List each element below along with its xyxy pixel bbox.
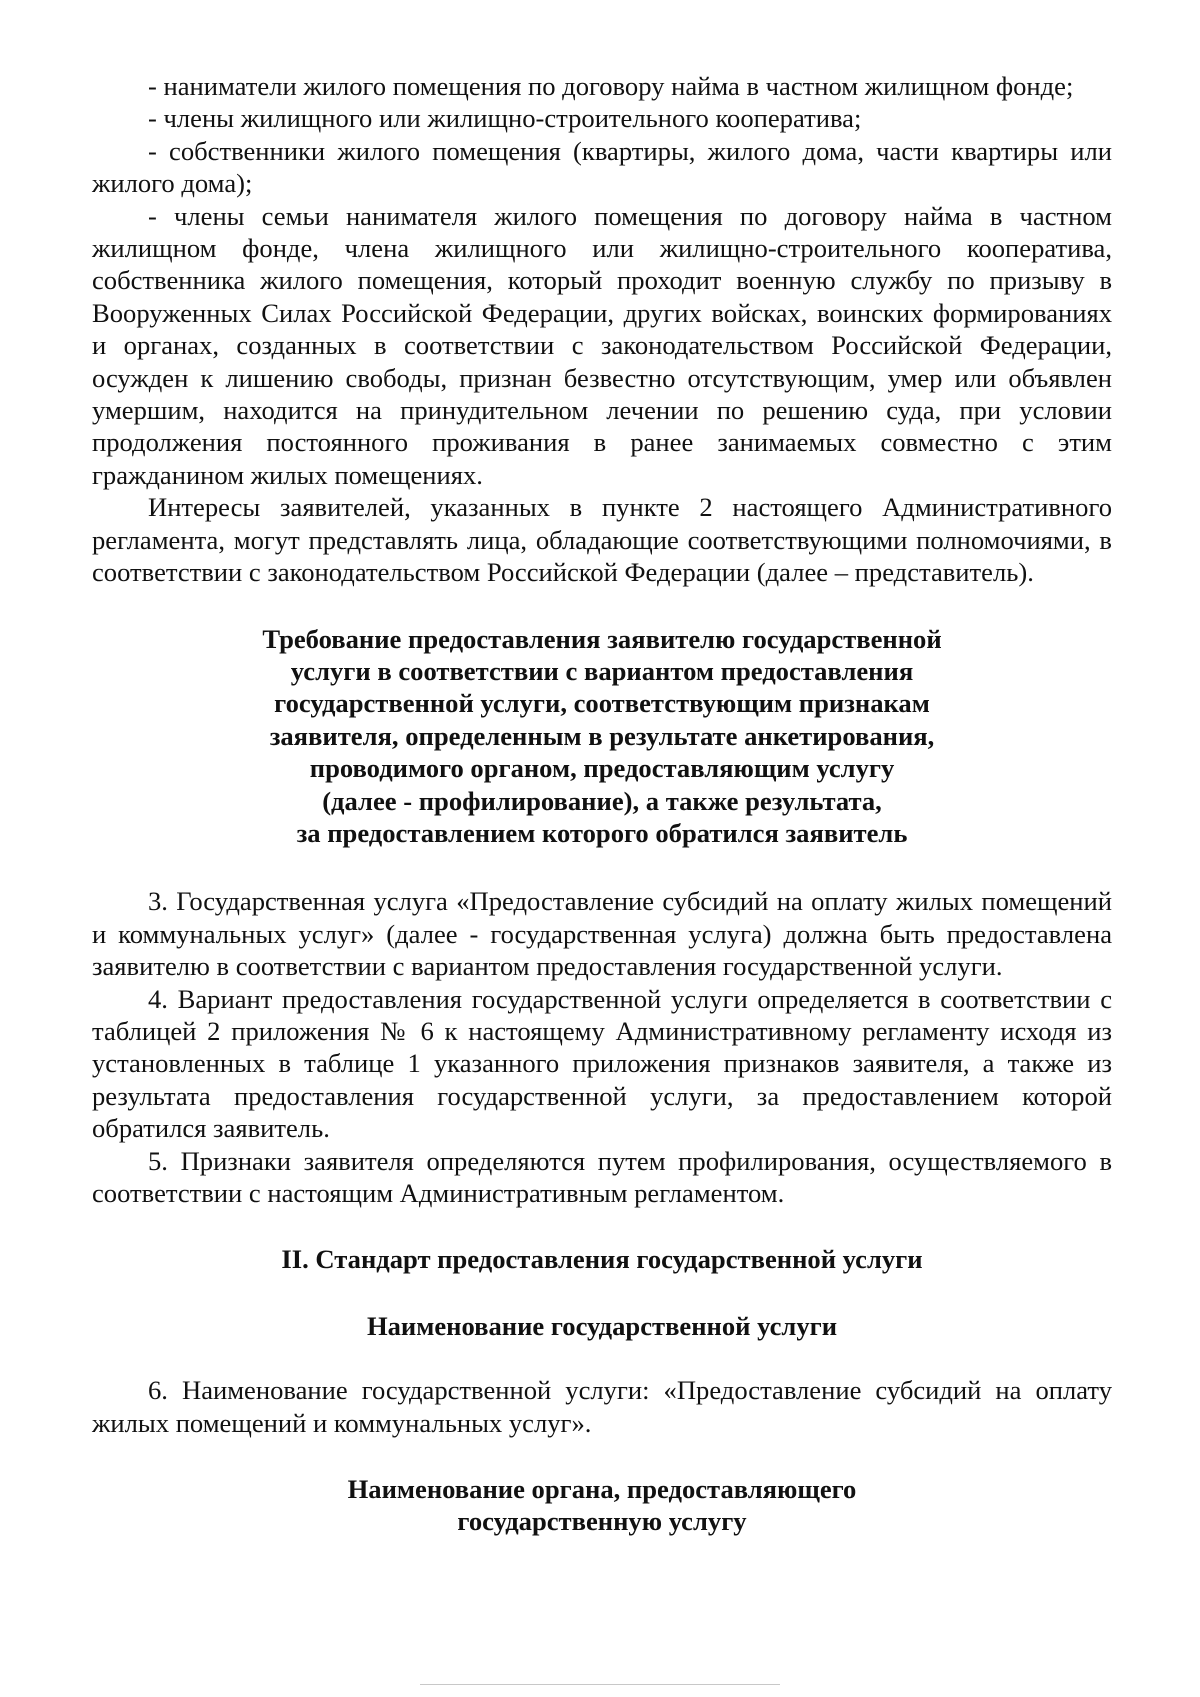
heading-requirement-line: (далее - профилирование), а также результата, [322, 785, 882, 816]
heading-requirement-line: услуги в соответствии с вариантом предоставления [290, 655, 914, 686]
paragraph-tenants: - наниматели жилого помещения по договору найма в частном жилищном фонде; [148, 71, 1074, 101]
heading-requirement-line: Требование предоставления заявителю государственной [262, 623, 942, 654]
heading-organ [92, 1473, 1112, 1538]
paragraph-item-5: 5. Признаки заявителя определяются путем профилирования, осуществляемого в соответствии с настоящим Административным регламентом. [92, 1145, 1112, 1208]
paragraph-owners: - собственники жилого помещения (квартиры, жилого дома, части квартиры или жилого дома); [92, 135, 1112, 199]
paragraph-item-4: 4. Вариант предоставления государственной услуги определяется в соответствии с таблицей 2 приложения № 6 к настоящему Административному регламенту исходя из установленных в таблице 1 указанного приложения признаков заявителя, а также из результата предоставления государственной услуги, за предоставлением которой обратился заявитель. [92, 983, 1112, 1144]
document-body [92, 70, 1112, 1538]
heading-requirement-line: за предоставлением которого обратился заявитель [296, 817, 908, 848]
heading-requirement-line: проводимого органом, предоставляющим услугу [309, 753, 895, 784]
paragraph-representatives: Интересы заявителей, указанных в пункте 2 настоящего Административного регламента, могут представлять лица, обладающие соответствующими полномочиями, в соответствии с законодательством Российской Федерации (далее – представитель). [92, 492, 1112, 588]
heading-service-name: Наименование государственной услуги [366, 1310, 838, 1341]
scan-edge-line [420, 1684, 780, 1685]
heading-organ-line: Наименование органа, предоставляющего [347, 1474, 857, 1505]
heading-requirement-line: государственной услуги, соответствующим признакам [274, 688, 930, 719]
paragraph-coop-members: - члены жилищного или жилищно-строительного кооператива; [148, 103, 862, 134]
paragraph-item-3: 3. Государственная услуга «Предоставление субсидий на оплату жилых помещений и коммунальных услуг» (далее - государственная услуга) должна быть предоставлена заявителю в соответствии с вариантом предоставления государственной услуги. [92, 886, 1112, 982]
heading-section-2: II. Стандарт предоставления государственной услуги [281, 1244, 923, 1275]
heading-organ-line: государственную услугу [457, 1506, 747, 1537]
paragraph-item-6: 6. Наименование государственной услуги: «Предоставление субсидий на оплату жилых помещений и коммунальных услуг». [92, 1375, 1112, 1438]
paragraph-family-members: - члены семьи нанимателя жилого помещения по договору найма в частном жилищном фонде, члена жилищного или жилищно-строительного кооператива, собственника жилого помещения, который проходит военную службу по призыву в Вооруженных Силах Российской Федерации, других войсках, воинских формированиях и органах, созданных в соответствии с законодательством Российской Федерации, осужден к лишению свободы, признан безвестно отсутствующим, умер или объявлен умершим, находится на принудительном лечении по решению суда, при условии продолжения постоянного проживания в ранее занимаемых совместно с этим гражданином жилых помещениях. [92, 200, 1112, 490]
heading-requirement-line: заявителя, определенным в результате анкетирования, [269, 720, 935, 751]
heading-requirement [92, 623, 1112, 850]
